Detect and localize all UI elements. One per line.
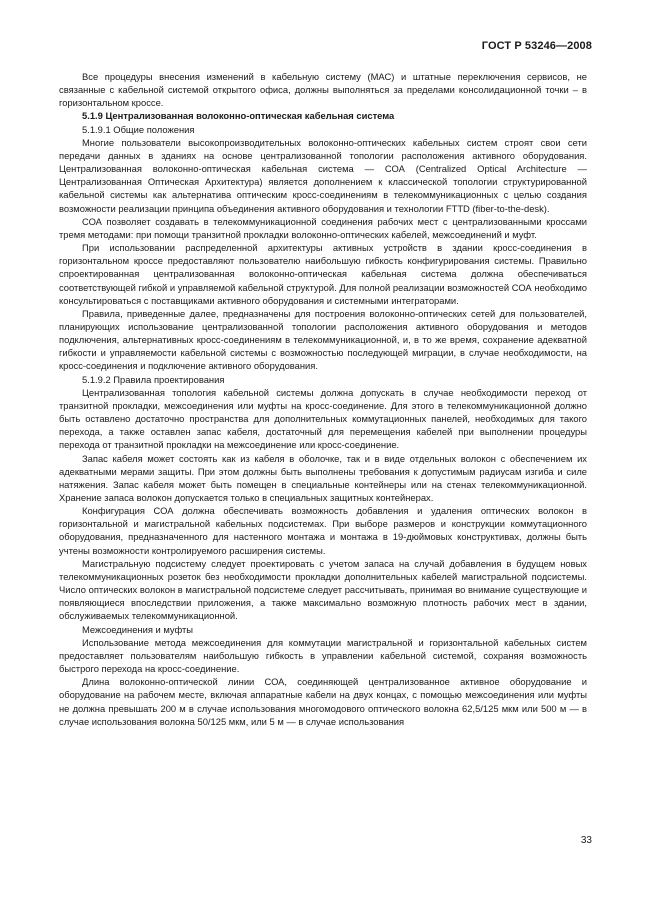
paragraph: СОА позволяет создавать в телекоммуникационной соединения рабочих мест с централизованными кроссами тремя методами: при помощи транзитной прокладки волоконно-оптических кабелей, межсоединений и муфт. [59, 215, 587, 240]
paragraph: Все процедуры внесения изменений в кабельную систему (МАС) и штатные переключения сервисов, не связанные с кабельной системой открытого офиса, должны выполняться за пределами консолидационной точки – в горизонтальном кроссе. [59, 71, 587, 109]
paragraph: Многие пользователи высокопроизводительных волоконно-оптических кабельных систем строят свои сети передачи данных в зданиях на основе централизованной топологии расположения активного оборудования. Централизованная волоконно-оптическая кабельная система — СОА (Centralized Optical Architecture — Централизованная Оптическая Архитектура) является дополнением к классической топологии структурированной кабельной системы как альтернатива оптическим кросс-соединениям в телекоммуникационных с целью создания возможности реализации принципа объединения активного оборудования и технологии FTTD (fiber-to-the-desk). [59, 136, 587, 214]
paragraph: Магистральную подсистему следует проектировать с учетом запаса на случай добавления в будущем новых телекоммуникационных розеток без необходимости прокладки дополнительных кабелей магистральной подсистемы. Число оптических волокон в магистральной подсистеме следует рассчитывать, принимая во внимание существующие и появляющиеся впоследствии приложения, а также максимально возможную плотность рабочих мест в здании, обслуживаемых телекоммуникационной. [59, 557, 587, 622]
section-heading: 5.1.9 Централизованная волоконно-оптическая кабельная система [82, 110, 395, 122]
paragraph: Использование метода межсоединения для коммутации магистральной и горизонтальной кабельных систем предоставляет пользователям наибольшую гибкость в управлении кабельной системой, сохраняя возможность быстрого перехода на кросс-соединение. [59, 636, 587, 675]
subheading: Межсоединения и муфты [82, 623, 194, 635]
paragraph: Конфигурация СОА должна обеспечивать возможность добавления и удаления оптических волокон в горизонтальной и магистральной кабельных подсистемах. При выборе размеров и конструкции коммутационного оборудования, предназначенного для настенного монтажа и монтажа в 19-дюймовых конструктивах, должны быть учтены возможности контролируемого расширения системы. [59, 505, 587, 556]
subsection-heading: 5.1.9.2 Правила проектирования [82, 373, 225, 385]
document-number-header: ГОСТ Р 53246—2008 [481, 40, 592, 52]
page-number: 33 [580, 835, 592, 846]
document-body [59, 70, 587, 728]
paragraph: Централизованная топология кабельной системы должна допускать в случае необходимости переход от транзитной прокладки, межсоединения или муфты на кросс-соединение. Для этого в телекоммуникационной должно быть оставлено достаточно пространства для дополнительных коммутационных панелей, необходимых для такого перехода, а также оставлен запас кабеля, достаточный для перемещения кабелей при выполнении процедуры перехода от транзитной прокладки на межсоединение или кросс-соединение. [59, 386, 587, 451]
subsection-heading: 5.1.9.1 Общие положения [82, 123, 195, 135]
paragraph: Правила, приведенные далее, предназначены для построения волоконно-оптических сетей для пользователей, планирующих использование централизованной топологии расположения активного оборудования и методов подключения, альтернативных кросс-соединениям в телекоммуникационной, и, в то же время, сохранение адекватной гибкости и управляемости кабельной системы с возможностью последующей миграции, в случае необходимости, на кросс-соединения и подключение активного оборудования. [59, 307, 587, 372]
paragraph: При использовании распределенной архитектуры активных устройств в здании кросс-соединения в горизонтальном кроссе предоставляют пользователю наибольшую гибкость конфигурирования системы. Правильно спроектированная централизованная волоконно-оптическая кабельная система должна обеспечиваться соответствующей гибкой и управляемой кабельной структурой. Для полной реализации возможностей СОА необходимо консультироваться с поставщиками активного оборудования и системными интеграторами. [59, 242, 587, 306]
paragraph: Запас кабеля может состоять как из кабеля в оболочке, так и в виде отдельных волокон с обеспечением их адекватными мерами защиты. При этом должны быть выполнены требования к допустимым радиусам изгиба и силе натяжения. Запас кабеля может быть помещен в специальные контейнеры или на стенах телекоммуникационной. Хранение запаса волокон допускается только в специальных защитных контейнерах. [59, 452, 587, 503]
paragraph: Длина волоконно-оптической линии СОА, соединяющей централизованное активное оборудование и оборудование на рабочем месте, включая аппаратные кабели на двух концах, с помощью межсоединения или муфты не должна превышать 200 м в случае использования многомодового оптического волокна 62,5/125 мкм или 500 м — в случае использования волокна 50/125 мкм, или 5 м — в случае использования [59, 676, 587, 727]
